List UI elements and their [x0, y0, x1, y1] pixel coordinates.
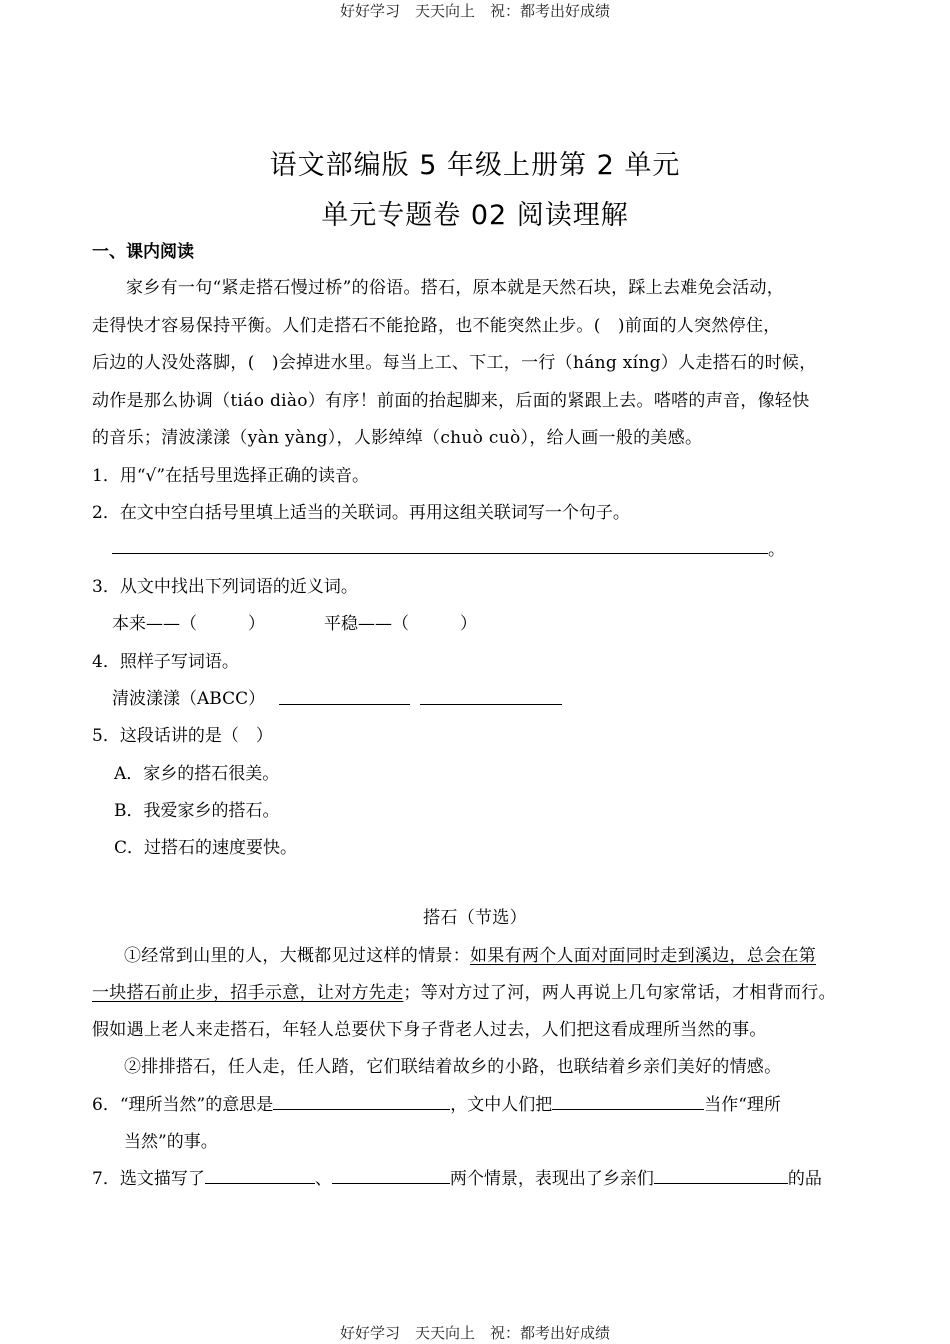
passage-line: 后边的人没处落脚，( )会掉进水里。每当上工、下工，一行（háng xíng）人走搭石的时候， [92, 353, 817, 373]
question-7: 7．选文描写了 、 两个情景，表现出了乡亲们 的品 [92, 1164, 822, 1189]
word-example: 清波漾漾（ABCC） [112, 689, 266, 709]
passage-line: 家乡有一句“紧走搭石慢过桥”的俗语。搭石，原本就是天然石块，踩上去难免会活动， [126, 278, 785, 298]
page-subtitle: 单元专题卷 02 阅读理解 [321, 200, 629, 231]
synonym-item: 本来——（ ） [112, 614, 265, 634]
answer-line-end: 。 [768, 540, 785, 560]
passage-line: 假如遇上老人来走搭石，年轻人总要伏下身子背老人过去，人们把这看成理所当然的事。 [92, 1020, 767, 1040]
answer-blank[interactable] [205, 1165, 315, 1184]
answer-blank[interactable] [654, 1165, 788, 1184]
passage-line: 走得快才容易保持平衡。人们走搭石不能抢路，也不能突然止步。( )前面的人突然停住， [92, 316, 781, 336]
passage-title: 搭石（节选） [423, 908, 527, 928]
question-1: 1．用“√”在括号里选择正确的读音。 [92, 466, 370, 486]
answer-blank[interactable] [552, 1091, 704, 1110]
answer-line[interactable] [112, 553, 768, 554]
section-heading: 一、课内阅读 [92, 242, 194, 262]
synonym-item: 平稳——（ ） [324, 614, 477, 634]
question-5: 5．这段话讲的是（ ） [92, 726, 273, 746]
passage-line: 一块搭石前止步，招手示意，让对方先走；等对方过了河，两人再说上几句家常话，才相背而行。 [92, 983, 836, 1003]
question-6-cont: 当然”的事。 [124, 1132, 218, 1152]
passage-line: ②排排搭石，任人走，任人踏，它们联结着故乡的小路，也联结着乡亲们美好的情感。 [124, 1057, 782, 1077]
option-a[interactable]: A．家乡的搭石很美。 [114, 764, 280, 784]
passage-line: 的音乐；清波漾漾（yàn yàng），人影绰绰（chuò cuò），给人画一般的美感。 [92, 428, 703, 448]
answer-blank[interactable] [273, 1091, 450, 1110]
page-header: 好好学习 天天向上 祝：都考出好成绩 [339, 2, 610, 20]
option-c[interactable]: C．过搭石的速度要快。 [114, 838, 298, 858]
passage-line: ①经常到山里的人，大概都见过这样的情景：如果有两个人面对面同时走到溪边，总会在第 [124, 946, 816, 966]
question-4: 4．照样子写词语。 [92, 652, 239, 672]
page-footer: 好好学习 天天向上 祝：都考出好成绩 [339, 1324, 610, 1342]
question-2: 2．在文中空白括号里填上适当的关联词。再用这组关联词写一个句子。 [92, 503, 630, 523]
question-6: 6．“理所当然”的意思是 ，文中人们把 当作“理所 [92, 1090, 781, 1115]
question-3: 3．从文中找出下列词语的近义词。 [92, 577, 358, 597]
passage-line: 动作是那么协调（tiáo diào）有序！前面的抬起脚来，后面的紧跟上去。嗒嗒的声音，像轻快 [92, 391, 810, 411]
page-title: 语文部编版 5 年级上册第 2 单元 [269, 150, 681, 181]
answer-blank[interactable] [332, 1165, 450, 1184]
answer-blank[interactable] [279, 704, 410, 705]
answer-blank[interactable] [420, 704, 562, 705]
option-b[interactable]: B．我爱家乡的搭石。 [114, 801, 280, 821]
